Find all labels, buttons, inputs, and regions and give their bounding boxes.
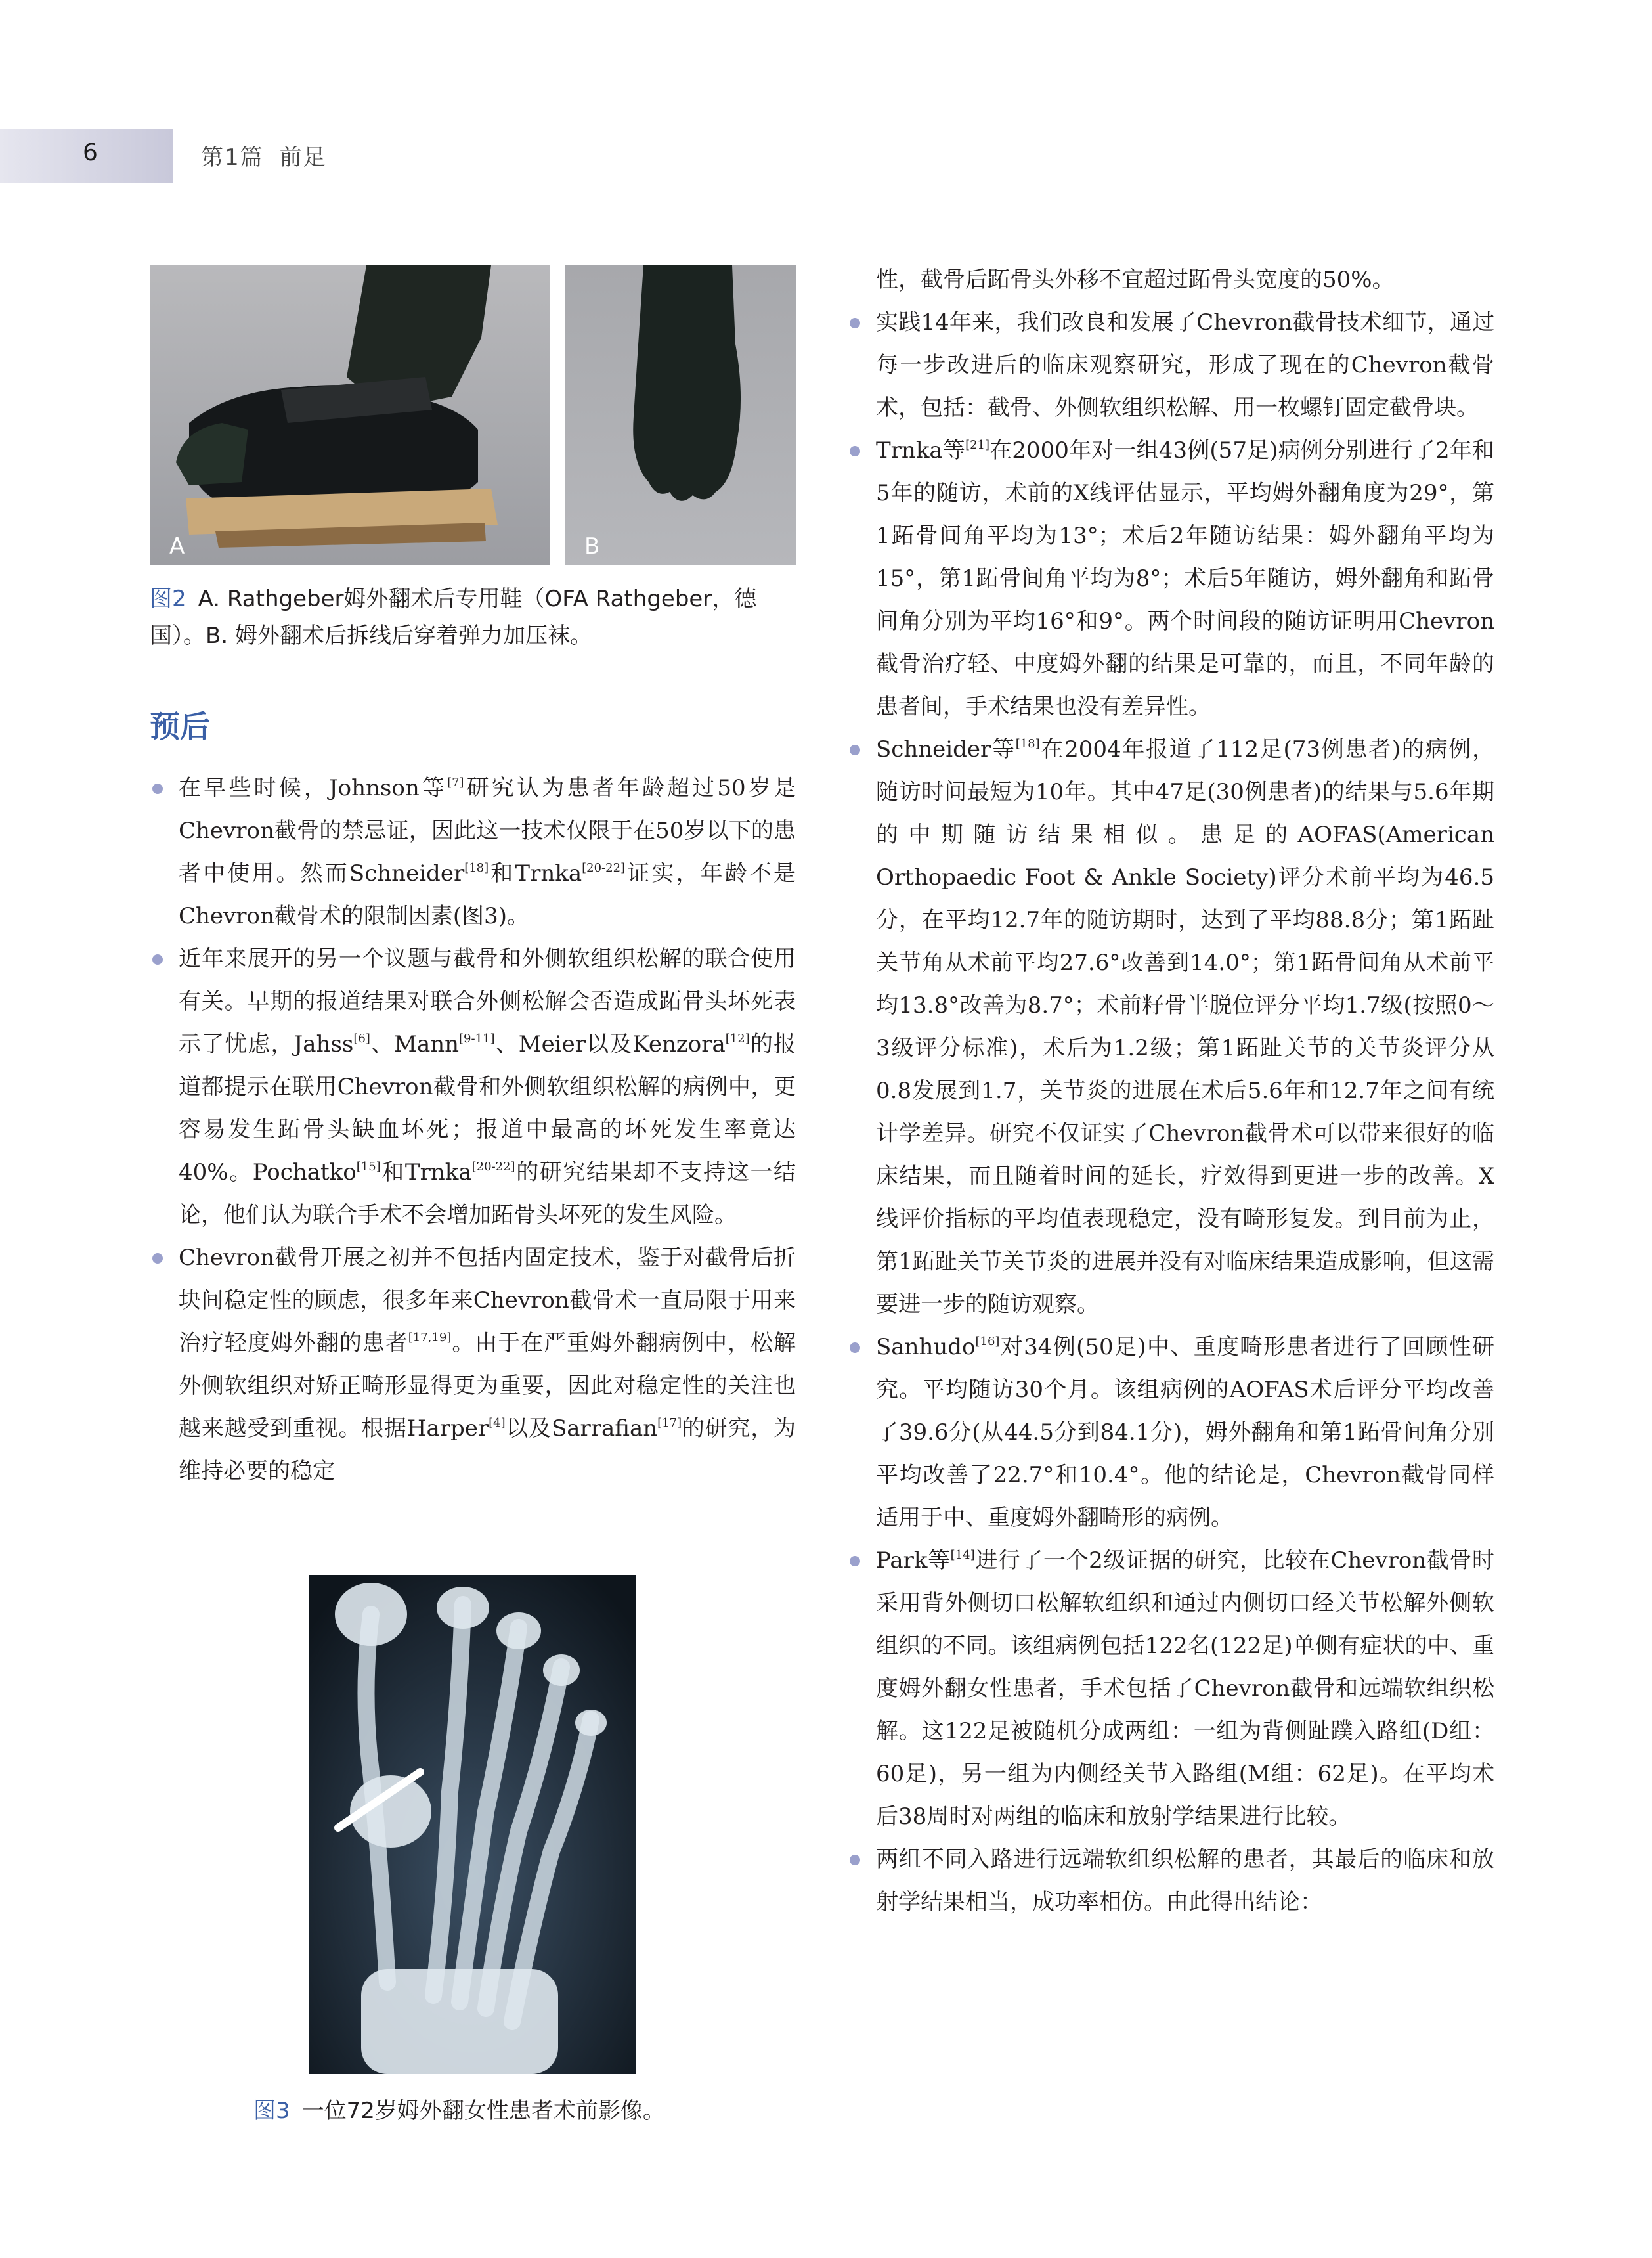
bullet-icon — [850, 745, 860, 755]
figure2-caption — [150, 581, 800, 654]
citation: [17,19] — [408, 1331, 452, 1344]
left-column — [150, 767, 796, 1493]
figure3-caption-text: 一位72岁姆外翻女性患者术前影像。 — [301, 2098, 665, 2124]
bullet-icon — [850, 1556, 860, 1566]
figure3-xray-image — [309, 1575, 636, 2074]
right-column — [847, 259, 1494, 1924]
figure2-label-b: B — [584, 533, 600, 560]
citation: [20-22] — [582, 861, 626, 875]
bullet-icon — [152, 954, 163, 965]
part-label: 第1篇 — [201, 144, 264, 171]
citation: [20-22] — [471, 1160, 515, 1174]
citation: [15] — [356, 1160, 381, 1174]
paragraph-park: Park等[14]进行了一个2级证据的研究，比较在Chevron截骨时采用背外侧切口松解软组织和通过内侧切口经关节松解外侧软组织的不同。该组病例包括122名(122足)单侧有症状的中、重度姆外翻女性患者，手术包括了Chevron截骨和远端软组织松解。这122足被随机分成两组：一组为背侧趾蹼入路组(D组：60足)，另一组为内侧经关节入路组(M组：62足)。在平均术后38周时对两组的临床和放射学结果进行比较。 — [847, 1539, 1494, 1838]
citation: [9-11] — [459, 1032, 495, 1046]
figure3-caption-label: 图3 — [253, 2098, 290, 2124]
bullet-icon — [152, 784, 163, 794]
paragraph-trnka: Trnka等[21]在2000年对一组43例(57足)病例分别进行了2年和5年的随访，术前的X线评估显示，平均姆外翻角度为29°，第1跖骨间角平均为13°；术后2年随访结果：姆外翻角平均为15°，第1跖骨间角平均为8°；术后5年随访，姆外翻角和跖骨间角分别为平均16°和9°。两个时间段的随访证明用Chevron截骨治疗轻、中度姆外翻的结果是可靠的，而且，不同年龄的患者间，手术结果也没有差异性。 — [847, 430, 1494, 728]
figure3-caption — [253, 2092, 844, 2129]
page-number: 6 — [83, 139, 98, 166]
bullet-icon — [850, 446, 860, 456]
citation: [17] — [657, 1416, 682, 1430]
bullet-icon — [850, 1342, 860, 1353]
citation: [18] — [1015, 737, 1040, 751]
paragraph-practice: 实践14年来，我们改良和发展了Chevron截骨技术细节，通过每一步改进后的临床观察研究，形成了现在的Chevron截骨术，包括：截骨、外侧软组织松解、用一枚螺钉固定截骨块。 — [847, 301, 1494, 430]
paragraph-conclusion: 两组不同入路进行远端软组织松解的患者，其最后的临床和放射学结果相当，成功率相仿。由此得出结论： — [847, 1838, 1494, 1924]
paragraph-fixation: Chevron截骨开展之初并不包括内固定技术，鉴于对截骨后折块间稳定性的顾虑，很多年来Chevron截骨术一直局限于用来治疗轻度姆外翻的患者[17,19]。由于在严重姆外翻病例中，松解外侧软组织对矫正畸形显得更为重要，因此对稳定性的关注也越来越受到重视。根据Harper[4]以及Sarrafian[17]的研究，为维持必要的稳定 — [150, 1237, 796, 1493]
citation: [7] — [447, 776, 464, 789]
figure2-label-a: A — [169, 533, 185, 560]
section-heading: 预后 — [150, 709, 210, 744]
citation: [21] — [965, 438, 990, 452]
bullet-icon — [850, 318, 860, 328]
paragraph-age: 在早些时候，Johnson等[7]研究认为患者年龄超过50岁是Chevron截骨的禁忌证，因此这一技术仅限于在50岁以下的患者中使用。然而Schneider[18]和Trnka[20-22]证实，年龄不是Chevron截骨术的限制因素(图3)。 — [150, 767, 796, 938]
figure2-photo-b-stocking — [565, 265, 796, 565]
citation: [12] — [725, 1032, 750, 1046]
paragraph-schneider: Schneider等[18]在2004年报道了112足(73例患者)的病例，随访时间最短为10年。其中47足(30例患者)的结果与5.6年期的中期随访结果相似。患足的AOFAS(American Orthopaedic Foot & Ankle Society)评分术前平均为46.5分，在平均12.7年的随访期时，达到了平均88.8分；第1跖趾关节角从术前平均27.6°改善到14.0°；第1跖骨间角从术前平均13.8°改善为8.7°；术前籽骨半脱位评分平均1.7级(按照0～3级评分标准)，术后为1.2级；第1跖趾关节的关节炎评分从0.8发展到1.7，关节炎的进展在术后5.6年和12.7年之间有统计学差异。研究不仅证实了Chevron截骨术可以带来很好的临床结果，而且随着时间的延长，疗效得到更进一步的改善。X线评价指标的平均值表现稳定，没有畸形复发。到目前为止，第1跖趾关节关节炎的进展并没有对临床结果造成影响，但这需要进一步的随访观察。 — [847, 728, 1494, 1326]
paragraph-continued: 性，截骨后跖骨头外移不宜超过跖骨头宽度的50%。 — [876, 267, 1395, 293]
citation: [4] — [489, 1416, 506, 1430]
citation: [16] — [975, 1335, 1000, 1348]
figure2-photo-a-shoe — [150, 265, 550, 565]
citation: [18] — [464, 861, 489, 875]
bullet-icon — [850, 1855, 860, 1865]
running-header — [201, 139, 327, 171]
paragraph-lateral-release: 近年来展开的另一个议题与截骨和外侧软组织松解的联合使用有关。早期的报道结果对联合外侧松解会否造成跖骨头坏死表示了忧虑，Jahss[6]、Mann[9-11]、Meier以及Kenzora[12]的报道都提示在联用Chevron截骨和外侧软组织松解的病例中，更容易发生跖骨头缺血坏死；报道中最高的坏死发生率竟达40%。Pochatko[15]和Trnka[20-22]的研究结果却不支持这一结论，他们认为联合手术不会增加跖骨头坏死的发生风险。 — [150, 938, 796, 1237]
figure2-caption-label: 图2 — [150, 586, 186, 612]
citation: [6] — [353, 1032, 370, 1046]
figure2-caption-text: A. Rathgeber姆外翻术后专用鞋（OFA Rathgeber，德国）。B. 姆外翻术后拆线后穿着弹力加压袜。 — [150, 586, 757, 649]
chapter-label: 前足 — [279, 144, 327, 171]
paragraph-sanhudo: Sanhudo[16]对34例(50足)中、重度畸形患者进行了回顾性研究。平均随访30个月。该组病例的AOFAS术后评分平均改善了39.6分(从44.5分到84.1分)，姆外翻角和第1跖骨间角分别平均改善了22.7°和10.4°。他的结论是，Chevron截骨同样适用于中、重度姆外翻畸形的病例。 — [847, 1326, 1494, 1539]
citation: [14] — [950, 1548, 975, 1562]
bullet-icon — [152, 1253, 163, 1264]
